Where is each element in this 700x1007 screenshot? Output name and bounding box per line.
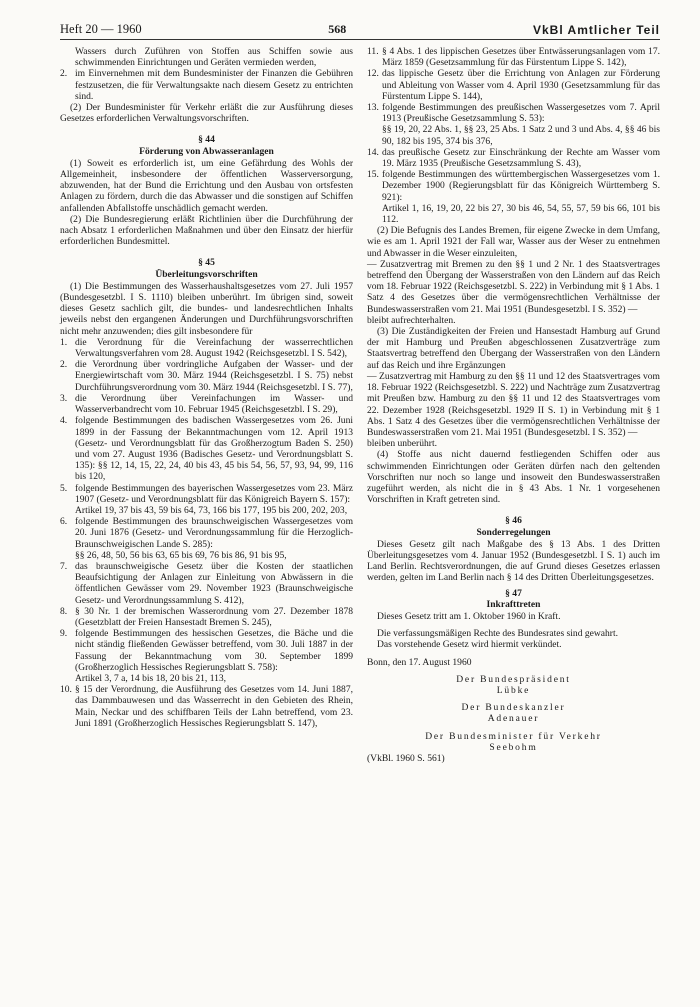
item-number: 2.: [60, 68, 68, 80]
item-number: 14.: [367, 146, 379, 158]
signature-line: Der Bundespräsident: [456, 673, 571, 685]
paragraph: Artikel 1, 16, 19, 20, 22 bis 27, 30 bis 46, 54, 55, 57, 59 bis 66, 101 bis 112.: [382, 202, 660, 226]
item-number: 8.: [60, 605, 68, 617]
item-number: 3.: [60, 392, 68, 404]
spacer: [60, 124, 353, 130]
paragraph: — Zusatzvertrag mit Bremen zu den §§ 1 und 2 Nr. 1 des Staatsvertrages betreffend den Übergang der Wasserstraßen von den Ländern auf das Reich vom 18. Februar 1922 (Reichsgesetzbl. S. 222) in Verbindung mit § 1 Abs. 1 Satz 4 des Gesetzes über die vermögensrechtlichen Verhältnisse der Bundeswasserstraßen vom 21. Mai 1951 (Bundesgesetzbl. I S. 352) —: [367, 258, 660, 315]
item-number: 13.: [367, 102, 379, 114]
signature-line: Der Bundesminister für Verkehr: [425, 730, 602, 742]
item-number: 15.: [367, 169, 379, 181]
item-text: die Verordnung über Vereinfachungen im Wasser- und Wasserverbandrecht vom 10. Februar 1945 (Reichsgesetzbl. I S. 29),: [75, 392, 353, 416]
section-number: § 45: [198, 257, 215, 269]
item-text: das braunschweigische Gesetz über die Kosten der staatlichen Beaufsichtigung der Anlagen zur Einleitung von Abwässern in die öffentlichen Gewässer vom 29. November 1923 (Braunschweigische Gesetz- und Verordnungssammlung S. 412),: [75, 560, 353, 606]
item-text: § 15 der Verordnung, die Ausführung des Gesetzes vom 14. Juni 1887, das Dammbauwesen und das Wasserrecht in den Gebieten des Rhein, Main, Neckar und des schiffbaren Teils der Lahn betreffend, vom 23. Juni 1891 (Großherzoglich Hessisches Regierungsblatt S. 147),: [75, 684, 353, 729]
paragraph: — Zusatzvertrag mit Hamburg zu den §§ 11 und 12 des Staatsvertrages vom 18. Februar 1922 (Reichsgesetzbl. S. 222) und Nachträge zum Zusatzvertrag mit Preußen bzw. Hamburg zu den §§ 11 und 12 des Staatsvertrages vom 22. Dezember 1928 (Reichsgesetzbl. 1929 II S. 1) in Verbindung mit § 1 Abs. 1 Satz 4 des Gesetzes über die vermögensrechtlichen Verhältnisse der Bundeswasserstraßen vom 21. Mai 1951 (Bundesgesetzbl. I S. 352) —: [367, 370, 660, 438]
item-text: folgende Bestimmungen des württembergischen Wassergesetzes vom 1. Dezember 1900 (Regierungsblatt für das Königreich Württemberg S. 921):: [382, 169, 660, 203]
signature-line: Seebohm: [489, 741, 538, 753]
item-text: folgende Bestimmungen des hessischen Gesetzes, die Bäche und die nicht ständig fließenden Gewässer betreffend, vom 30. Juli 1887 in der Fassung der Bekanntmachung vom 30. September 1899 (Großherzoglich Hessisches Regierungsblatt S. 758):: [75, 628, 353, 673]
paragraph: (1) Die Bestimmungen des Wasserhaushaltsgesetzes vom 27. Juli 1957 (Bundesgesetzbl. I S. 1110) bleiben unberührt. Im übrigen sind, soweit dieses Gesetz sachlich gilt, die bundes- und landesrechtlichen Inhalts jeweils nebst den ergangenen Änderungen und Durchführungsvorschriften nicht mehr anzuwenden; dies gilt insbesondere für: [60, 280, 353, 337]
issue-label: Heft 20 — 1960: [60, 22, 142, 36]
item-text: § 4 Abs. 1 des lippischen Gesetzes über Entwässerungsanlagen vom 17. März 1859 (Gesetzsammlung für das Fürstentum Lippe S. 142),: [382, 46, 660, 69]
item-number: 7.: [60, 560, 68, 572]
paragraph: Artikel 3, 7 a, 14 bis 18, 20 bis 21, 113,: [75, 672, 227, 684]
list-item: [60, 393, 353, 415]
spacer: [367, 505, 660, 511]
paragraph: Bonn, den 17. August 1960: [367, 656, 472, 668]
paragraph: (1) Soweit es erforderlich ist, um eine Gefährdung des Wohls der Allgemeinheit, insbesondere der öffentlichen Wasserversorgung, abzuwenden, hat der Bund die Errichtung und den Ausbau von ortsfesten Anlagen zu fördern, durch die das Abwasser und die sonstigen auf Schiffen anfallenden Abfallstoffe unschädlich gemacht werden.: [60, 157, 353, 214]
item-text: das lippische Gesetz über die Errichtung von Anlagen zur Förderung und Ableitung von Wasser vom 4. April 1930 (Gesetzsammlung für das Fürstentum Lippe S. 144),: [382, 68, 660, 102]
item-number: 2.: [60, 359, 68, 371]
list-item: [60, 684, 353, 729]
paragraph: Dieses Gesetz gilt nach Maßgabe des § 13 Abs. 1 des Dritten Überleitungsgesetzes vom 4. Januar 1952 (Bundesgesetzbl. I S. 1) auch im Land Berlin. Rechtsverordnungen, die auf Grund dieses Gesetzes erlassen werden, gelten im Land Berlin nach § 14 des Dritten Überleitungsgesetzes.: [367, 538, 660, 584]
right-column: [367, 46, 660, 764]
item-number: 10.: [60, 684, 72, 696]
paragraph: §§ 19, 20, 22 Abs. 1, §§ 23, 25 Abs. 1 Satz 2 und 3 und Abs. 4, §§ 46 bis 90, 182 bis 195, 374 bis 376,: [382, 124, 660, 147]
item-text: die Verordnung für die Vereinfachung der wasserrechtlichen Verwaltungsverfahren vom 28. August 1942 (Reichsgesetzbl. I S. 542),: [75, 336, 353, 360]
section-title: Sonderregelungen: [476, 526, 551, 538]
item-text: das preußische Gesetz zur Einschränkung der Rechte am Wasser vom 19. März 1935 (Preußische Gesetzsammlung S. 43),: [382, 146, 660, 170]
list-item: [60, 628, 353, 673]
list-item: [367, 147, 660, 169]
item-text: im Einvernehmen mit dem Bundesminister der Finanzen die Gebühren festzusetzen, die für Verwaltungsakte nach diesem Gesetz zu entrichten sind.: [75, 68, 353, 102]
paragraph: Artikel 19, 37 bis 43, 59 bis 64, 73, 166 bis 177, 195 bis 200, 202, 203,: [75, 504, 348, 516]
item-number: 6.: [60, 516, 68, 528]
section-title: Förderung von Abwasseranlagen: [139, 145, 274, 157]
paragraph: (2) Die Befugnis des Landes Bremen, für eigene Zwecke in dem Umfang, wie es am 1. April 1921 der Fall war, Wasser aus der Weser zu entnehmen und Abwasser in die Weser einzuleiten,: [367, 225, 660, 259]
item-number: 9.: [60, 628, 68, 640]
spacer: [60, 247, 353, 253]
paragraph: (2) Die Bundesregierung erläßt Richtlinien über die Durchführung der nach Absatz 1 erforderlichen Maßnahmen und über den Einsatz der hierfür erforderlichen Bundesmittel.: [60, 213, 353, 248]
page-header: [60, 22, 660, 40]
paragraph: (4) Stoffe aus nicht dauernd festliegenden Schiffen oder aus schwimmenden Einrichtungen oder Geräten dürfen nach den geltenden Vorschriften nur noch so lange und insoweit den Bundeswasserstraßen zugeführt werden, als nicht die in § 43 Abs. 1 Nr. 1 vorgesehenen Vorschriften in Kraft getreten sind.: [367, 449, 660, 506]
paragraph: bleibt aufrechterhalten.: [367, 314, 456, 326]
paragraph: §§ 26, 48, 50, 56 bis 63, 65 bis 69, 76 bis 86, 91 bis 95,: [75, 549, 287, 561]
item-number: 4.: [60, 415, 68, 427]
text-columns: [60, 46, 660, 764]
page-number: 568: [328, 22, 347, 36]
section-number: § 47: [505, 587, 522, 599]
item-text: folgende Bestimmungen des bayerischen Wassergesetzes vom 23. März 1907 (Gesetz- und Verordnungsblatt für das Königreich Bayern S. 157):: [75, 482, 353, 505]
left-column: [60, 46, 353, 764]
item-number: 11.: [367, 46, 379, 57]
list-item: [60, 68, 353, 102]
item-text: folgende Bestimmungen des braunschweigischen Wassergesetzes vom 20. Juni 1876 (Gesetz- und Verordnungssammlung für die Herzoglich-Braunschweigischen Lande S. 285):: [75, 516, 353, 550]
section-number: § 44: [198, 134, 215, 146]
paragraph: (2) Der Bundesminister für Verkehr erläßt die zur Ausführung dieses Gesetzes erforderlichen Verwaltungsvorschriften.: [60, 102, 353, 125]
list-item: [60, 516, 353, 550]
item-number: 5.: [60, 482, 68, 494]
list-item: [60, 415, 353, 482]
paragraph: (3) Die Zuständigkeiten der Freien und Hansestadt Hamburg auf Grund der mit Hamburg und Preußen abgeschlossenen Zusatzverträge zum Staatsvertrag betreffend den Übergang der Wasserstraßen von den Ländern auf das Reich und ihre Ergänzungen: [367, 326, 660, 371]
list-item: [60, 483, 353, 505]
item-text: § 30 Nr. 1 der bremischen Wasserordnung vom 27. Dezember 1878 (Gesetzblatt der Freien Hansestadt Bremen S. 245),: [75, 605, 353, 628]
list-item: [60, 359, 353, 393]
paragraph: Dieses Gesetz tritt am 1. Oktober 1960 in Kraft.: [377, 610, 561, 622]
signature-line: Adenauer: [487, 713, 540, 725]
section-title: Überleitungsvorschriften: [155, 268, 258, 280]
list-item: [367, 68, 660, 102]
list-item: [367, 102, 660, 124]
signature-line: Lübke: [496, 684, 531, 696]
paragraph: (VkBl. 1960 S. 561): [367, 752, 445, 764]
paragraph: bleiben unberührt.: [367, 438, 437, 450]
item-number: 1.: [60, 336, 68, 348]
journal-title: VkBl Amtlicher Teil: [532, 23, 660, 37]
list-item: [367, 46, 660, 68]
paragraph: Wassers durch Zuführen von Stoffen aus Schiffen sowie aus schwimmenden Einrichtungen und Geräten vermieden werden,: [75, 46, 353, 69]
section-title: Inkrafttreten: [486, 598, 541, 610]
item-number: 12.: [367, 68, 379, 80]
signature-line: Der Bundeskanzler: [461, 702, 566, 714]
list-item: [60, 606, 353, 628]
paragraph: Das vorstehende Gesetz wird hiermit verkündet.: [377, 639, 562, 651]
paragraph: Die verfassungsmäßigen Rechte des Bundesrates sind gewahrt.: [377, 628, 618, 640]
section-number: § 46: [505, 515, 522, 527]
item-text: die Verordnung über vordringliche Aufgaben der Wasser- und der Energiewirtschaft vom 30. März 1944 (Reichsgesetzbl. I S. 75) nebst Durchführungsverordnung vom 30. März 1944 (Reichsgesetzbl. I S. 77),: [75, 359, 353, 393]
list-item: [367, 169, 660, 203]
item-text: folgende Bestimmungen des preußischen Wassergesetzes vom 7. April 1913 (Preußische Gesetzsammlung S. 53):: [382, 102, 660, 125]
list-item: [60, 561, 353, 606]
list-item: [60, 337, 353, 359]
item-text: folgende Bestimmungen des badischen Wassergesetzes vom 26. Juni 1899 in der Fassung der Bekanntmachungen vom 12. April 1913 (Gesetz- und Verordnungsblatt für das Großherzogtum Baden S. 250) und vom 27. August 1936 (Badisches Gesetz- und Verordnungsblatt S. 135): §§ 12, 14, 15, 22, 24, 40 bis 43, 45 bis 54, 56, 57, 93, 94, 99, 116 bis 120,: [75, 415, 353, 483]
